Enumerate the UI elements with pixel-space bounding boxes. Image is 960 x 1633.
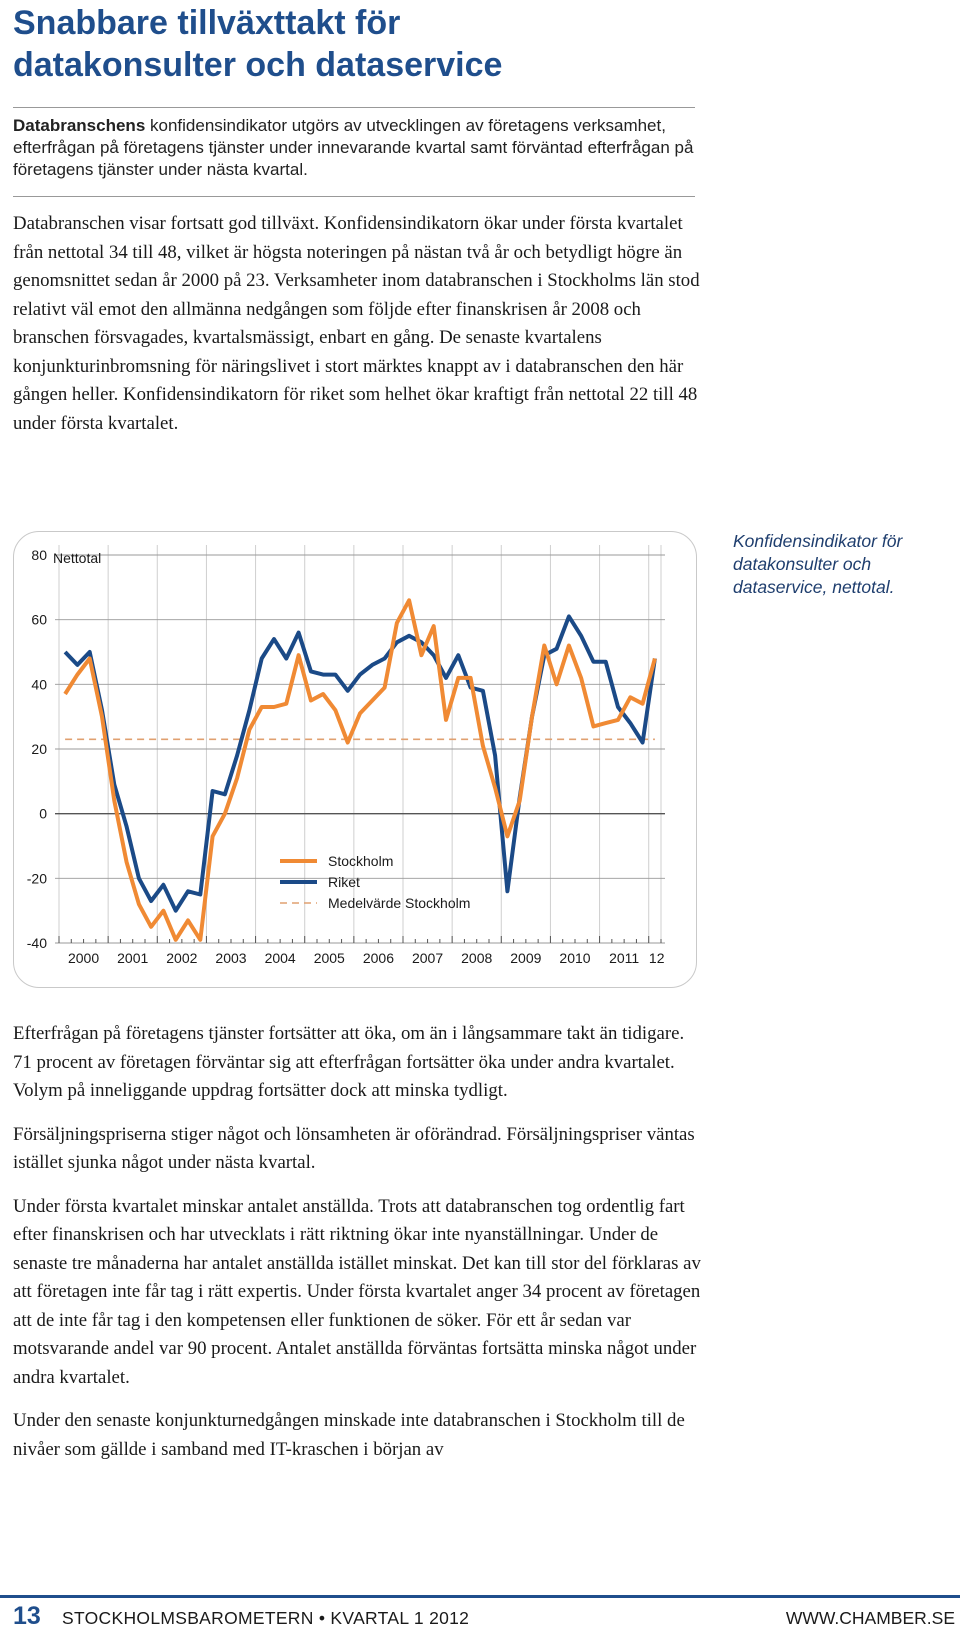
chart-lines [65,600,655,940]
x-tick-label: 2003 [215,950,247,966]
y-tick-label: 80 [31,547,47,563]
title-line-2: datakonsulter och dataservice [13,46,503,84]
chart-grid [55,545,665,943]
body-paragraph-2: Efterfrågan på företagens tjänster fortsätter att öka, om än i långsammare takt än tidigare. 71 procent av företagen förväntar sig att efterfrågan fortsätter öka under andra kvartalet. Volym på inneliggande uppdrag fortsätter dock att minska tydligt. [13,1023,685,1101]
body-paragraph-4: Under första kvartalet minskar antalet anställda. Trots att databranschen tog ordentlig fart efter finanskrisen och har utvecklats i rätt riktning ökar inte nyanställningar. Under de senaste tre månaderna har antalet anställda istället minskat. Det kan till stor del förklaras av att företagen inte får tag i rätt expertis. Under första kvartalet anger 34 procent av företagen att de inte får tag i den kompetensen eller funktionen de söker. För ett år sedan var motsvarande andel var 90 procent. Antalet anställda förväntas fortsätta minska något under andra kvartalet. [13,1195,701,1388]
page-number: 13 [13,1602,41,1630]
legend-label: Medelvärde Stockholm [328,895,471,911]
x-tick-label: 2004 [264,950,296,966]
body-paragraph-1: Databranschen visar fortsatt god tillväxt. Konfidensindikatorn ökar under första kvartalet från nettotal 34 till 48, vilket är högsta noteringen på nästan två år och betydligt högre än genomsnittet sedan år 2000 på 23. Verksamheter inom databranschen i Stockholms län stod relativt väl emot den allmänna nedgången som följde efter finanskrisen år 2008 och branschen försvagades, kvartalsmässigt, enbart en gång. De senaste kvartalens konjunkturinbromsning för näringslivet i stort märktes knappt av i databranschen den här gången heller. Konfidensindikatorn för riket som helhet ökar kraftigt från nettotal 22 till 48 under första kvartalet. [13,213,700,434]
y-tick-label: -20 [26,870,47,887]
intro-paragraph [13,115,703,181]
website-link[interactable]: WWW.CHAMBER.SE [785,1608,955,1628]
body-paragraph-5: Under den senaste konjunkturnedgången minskade inte databranschen i Stockholm till de nivåer som gällde i samband med IT-kraschen i början av [13,1410,685,1460]
y-tick-label: 40 [31,676,47,693]
body-section-2 [13,1020,703,1479]
x-tick-label: 12 [648,950,665,966]
y-axis-label: Nettotal [53,550,102,566]
y-tick-label: 20 [31,741,47,757]
divider-top [13,107,695,108]
y-tick-label: 60 [31,611,47,628]
x-tick-label: 2005 [313,950,345,966]
x-tick-label: 2002 [166,950,198,966]
x-tick-label: 2011 [609,950,640,966]
x-tick-label: 2008 [461,950,493,966]
divider-intro [13,196,695,197]
publication-name: STOCKHOLMSBAROMETERN • KVARTAL 1 2012 [62,1608,470,1628]
page-title [13,2,713,86]
x-tick-label: 2001 [117,950,149,966]
legend-label: Riket [328,874,360,890]
x-tick-label: 2007 [411,950,444,966]
y-tick-label: 0 [39,805,47,822]
x-tick-label: 2000 [67,950,100,966]
x-tick-label: 2006 [362,950,395,966]
chart-caption: Konfidensindikator för datakonsulter och dataservice, nettotal. [733,531,903,597]
title-line-1: Snabbare tillväxttakt för [13,4,401,42]
legend-label: Stockholm [328,853,394,869]
y-tick-label: -40 [26,935,47,951]
footer [0,1604,960,1630]
footer-rule [0,1595,960,1598]
series-line-stockholm [65,600,655,940]
x-tick-label: 2010 [559,950,591,966]
y-axis [27,547,47,951]
confidence-chart [0,520,730,1000]
chart-legend [280,853,470,911]
intro-text: konfidensindikator utgörs av utvecklingen av företagens verksamhet, efterfrågan på företagens tjänster under innevarande kvartal samt förväntad efterfrågan på företagens tjänster under nästa kvartal. [13,116,694,179]
x-tick-label: 2009 [510,950,542,966]
body-paragraph-3: Försäljningspriserna stiger något och lönsamheten är oförändrad. Försäljningspriser väntas istället sjunka något under nästa kvartal. [13,1123,695,1173]
intro-bold-lead: Databranschens [13,116,146,135]
x-axis [59,936,665,966]
